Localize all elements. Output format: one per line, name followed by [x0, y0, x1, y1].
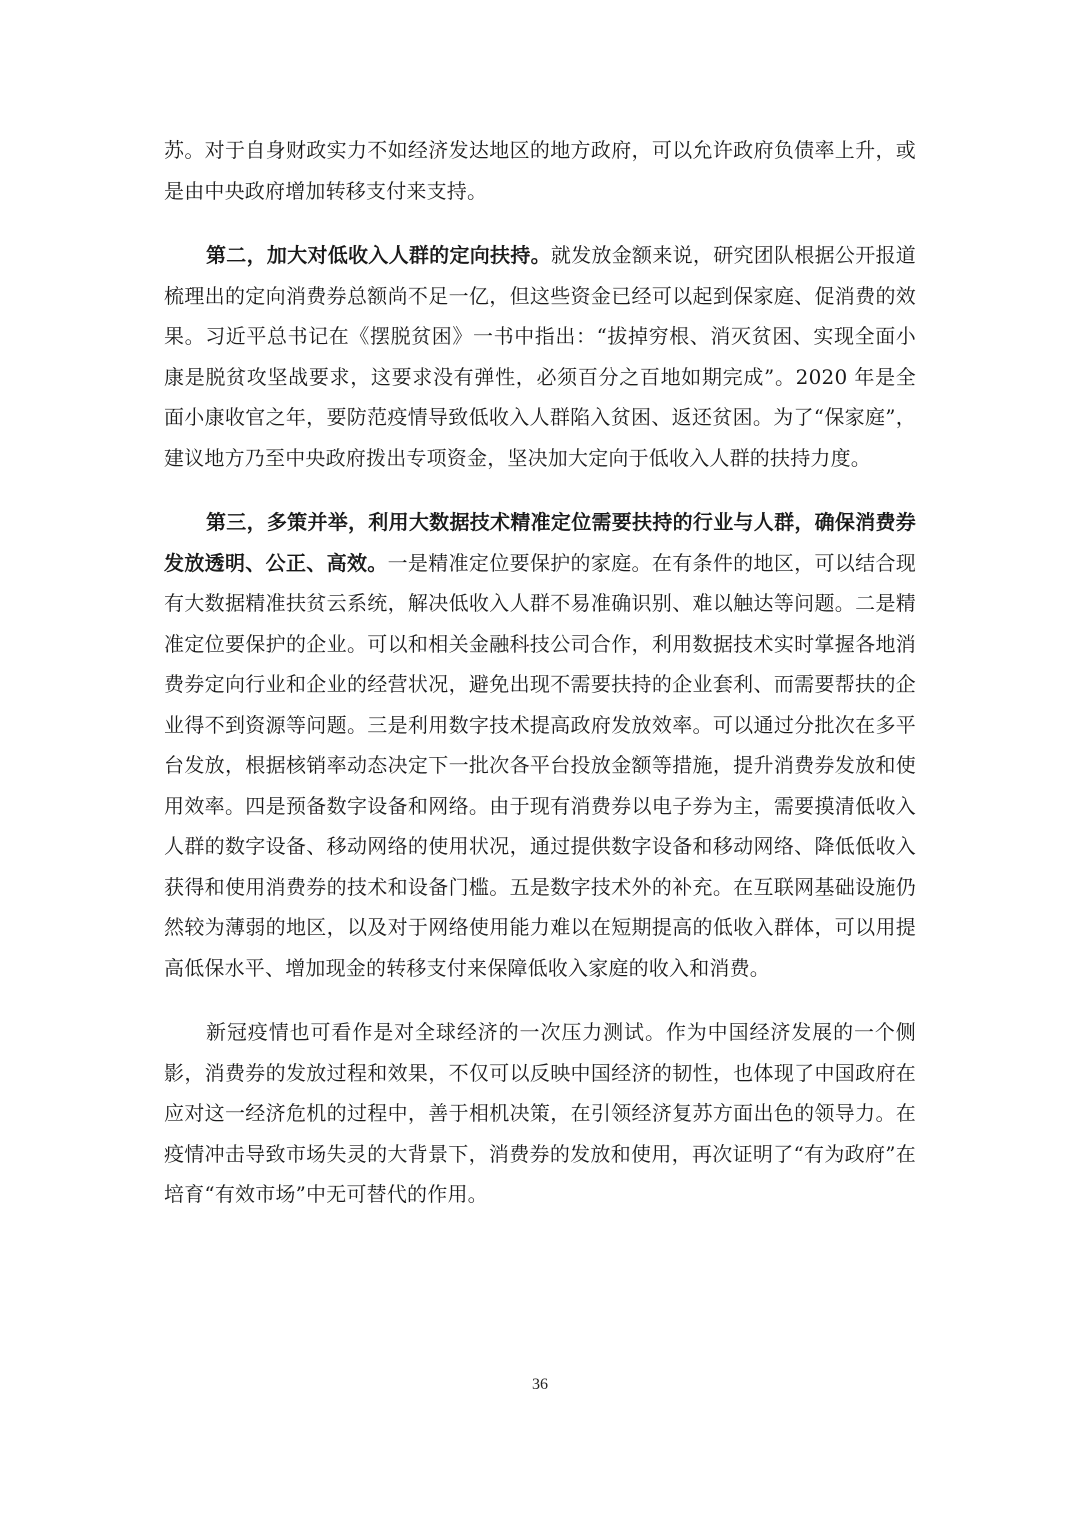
paragraph-text: 新冠疫情也可看作是对全球经济的一次压力测试。作为中国经济发展的一个侧影，消费券的发放过程和效果，不仅可以反映中国经济的韧性，也体现了中国政府在应对这一经济危机的过程中，善于相机决策，在引领经济复苏方面出色的领导力。在疫情冲击导致市场失灵的大背景下，消费券的发放和使用，再次证明了“有为政府”在培育“有效市场”中无可替代的作用。	[164, 1020, 916, 1206]
paragraph-text: 就发放金额来说，研究团队根据公开报道梳理出的定向消费券总额尚不足一亿，但这些资金已经可以起到保家庭、促消费的效果。习近平总书记在《摆脱贫困》一书中指出：“拔掉穷根、消灭贫困、实现全面小康是脱贫攻坚战要求，这要求没有弹性，必须百分之百地如期完成”。2020 年是全面小康收官之年，要防范疫情导致低收入人群陷入贫困、返还贫困。为了“保家庭”，建议地方乃至中央政府拨出专项资金，坚决加大定向于低收入人群的扶持力度。	[164, 243, 916, 470]
paragraph-bold-lead: 第三，多策并举，利用大数据技术精准定位需要扶持的行业与人群，确保消费券发放透明、公正、高效。	[164, 510, 916, 575]
paragraph-second-point	[164, 235, 916, 478]
paragraph-text: 一是精准定位要保护的家庭。在有条件的地区，可以结合现有大数据精准扶贫云系统，解决低收入人群不易准确识别、难以触达等问题。二是精准定位要保护的企业。可以和相关金融科技公司合作，利用数据技术实时掌握各地消费券定向行业和企业的经营状况，避免出现不需要扶持的企业套利、而需要帮扶的企业得不到资源等问题。三是利用数字技术提高政府发放效率。可以通过分批次在多平台发放，根据核销率动态决定下一批次各平台投放金额等措施，提升消费券发放和使用效率。四是预备数字设备和网络。由于现有消费券以电子券为主，需要摸清低收入人群的数字设备、移动网络的使用状况，通过提供数字设备和移动网络、降低低收入获得和使用消费券的技术和设备门槛。五是数字技术外的补充。在互联网基础设施仍然较为薄弱的地区，以及对于网络使用能力难以在短期提高的低收入群体，可以用提高低保水平、增加现金的转移支付来保障低收入家庭的收入和消费。	[164, 550, 916, 980]
paragraph-continuation	[164, 130, 916, 211]
paragraph-bold-lead: 第二，加大对低收入人群的定向扶持。	[206, 243, 551, 267]
page-number: 36	[532, 1376, 548, 1393]
paragraph-text: 苏。对于自身财政实力不如经济发达地区的地方政府，可以允许政府负债率上升，或是由中央政府增加转移支付来支持。	[164, 138, 916, 203]
paragraph-conclusion	[164, 1012, 916, 1215]
paragraph-third-point	[164, 502, 916, 988]
document-body	[164, 130, 916, 1215]
